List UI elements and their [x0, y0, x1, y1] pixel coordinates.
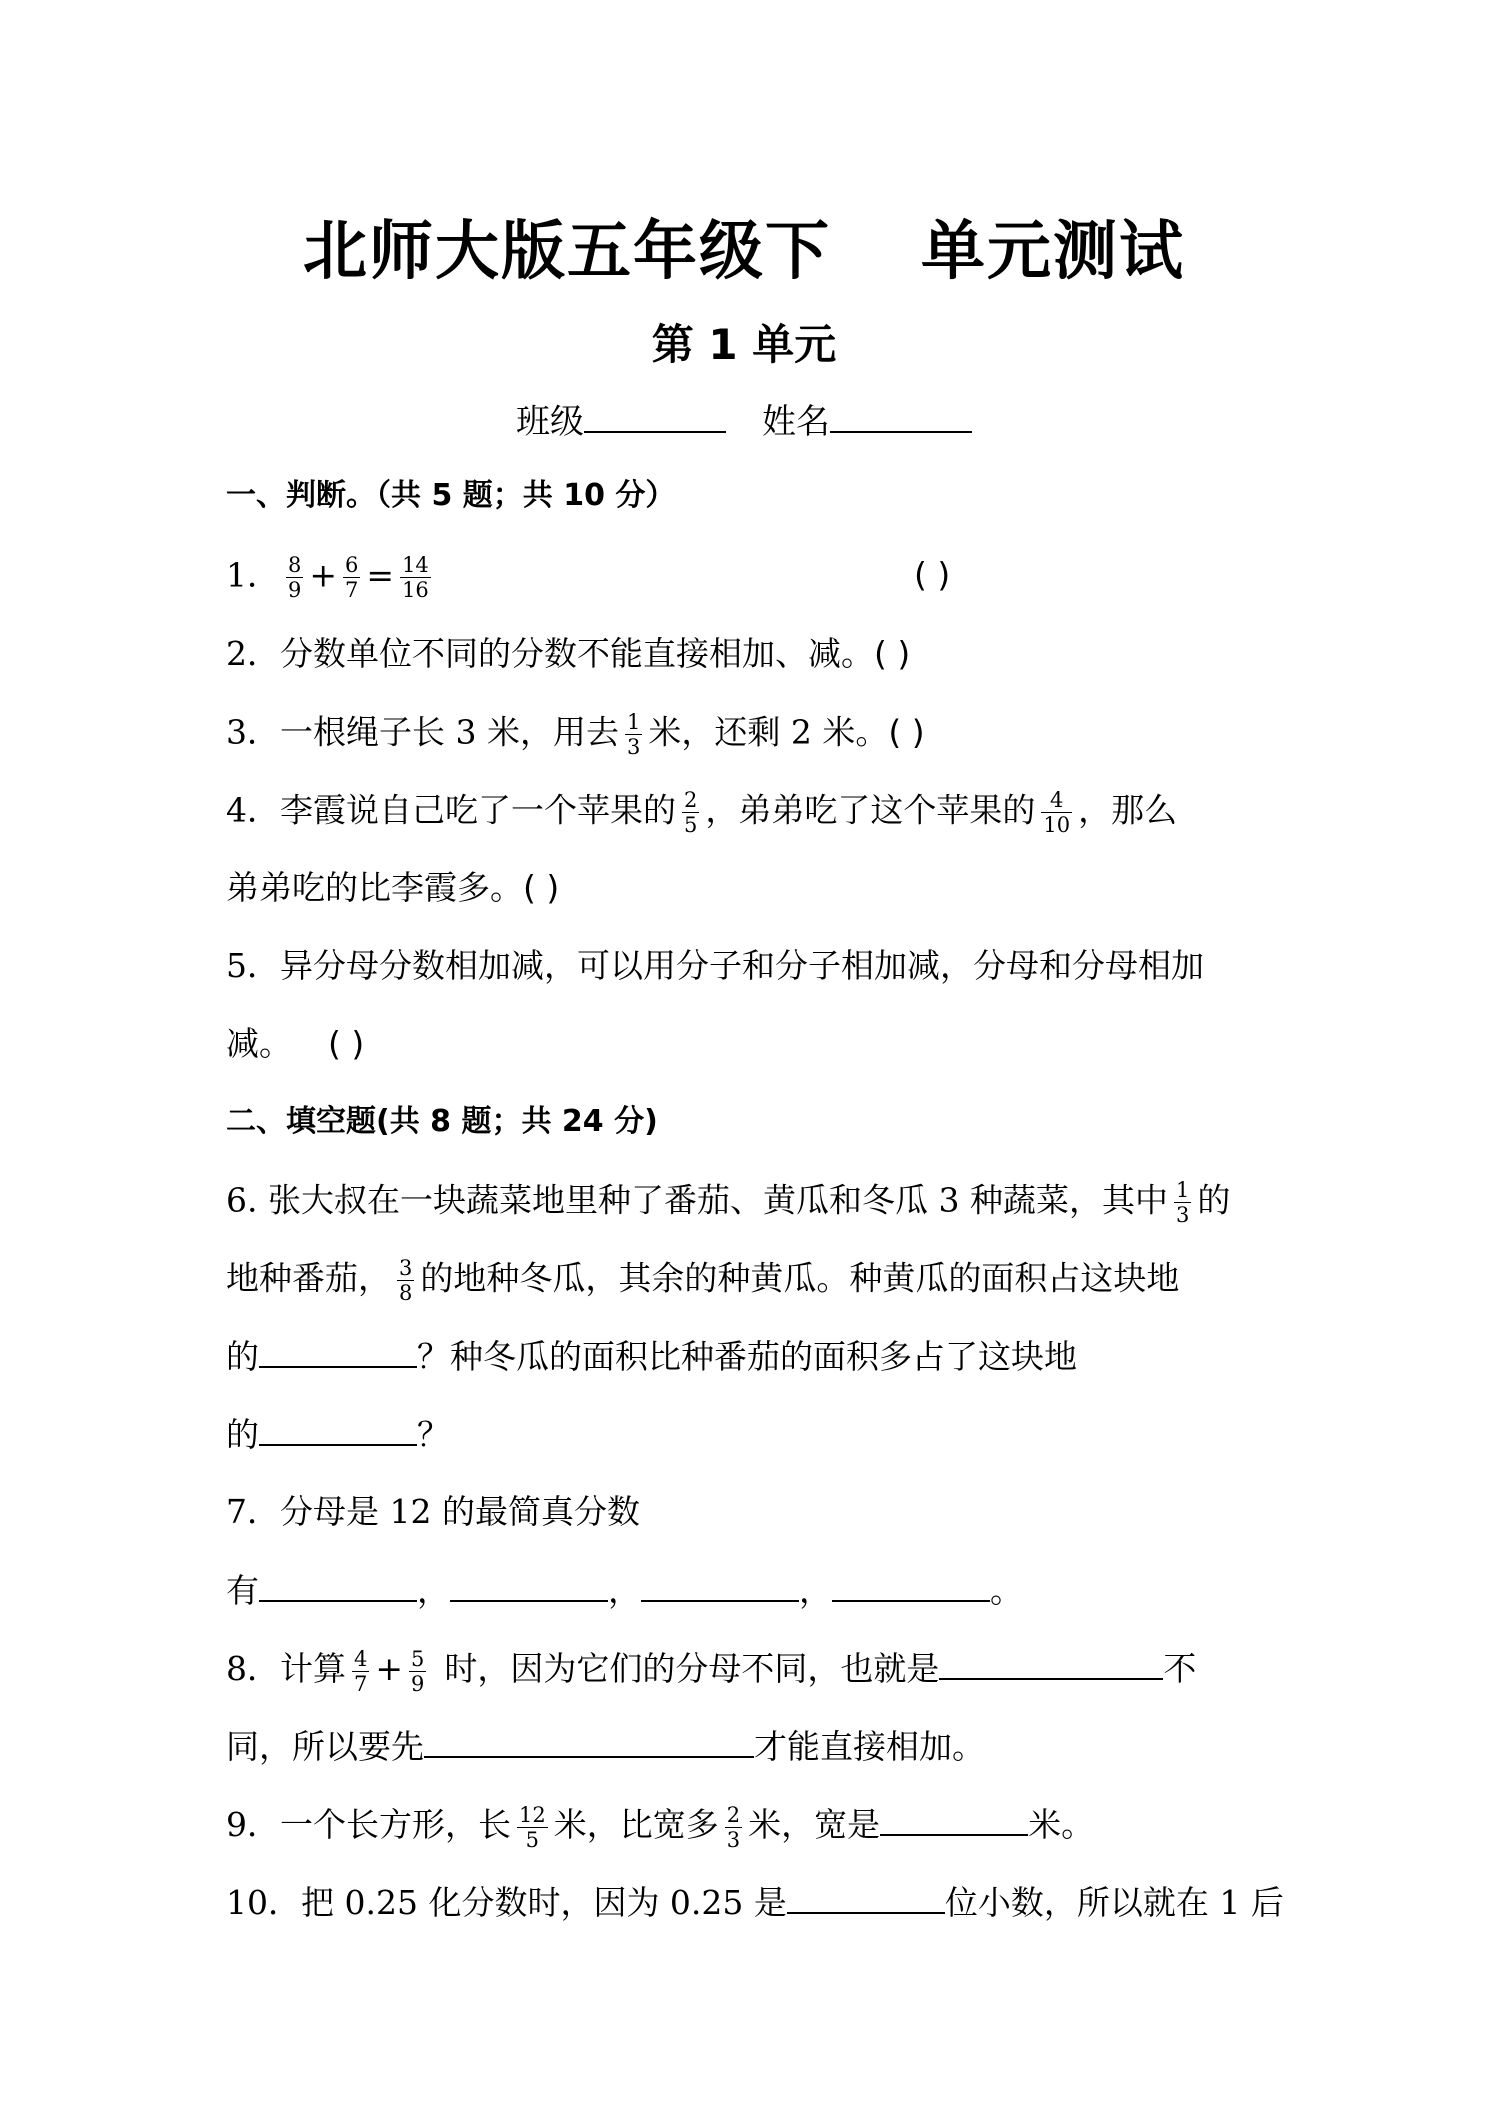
q5-answer-paren[interactable]: ( ) [328, 1024, 365, 1063]
q4-text-a: 4．李霞说自己吃了一个苹果的 [226, 790, 676, 830]
q3-fraction: $\frac{1}{3}$ [626, 710, 641, 759]
q8-blank-1[interactable] [939, 1646, 1163, 1680]
question-4 [226, 788, 1266, 837]
q1-answer-paren[interactable]: ( ) [914, 555, 951, 594]
question-4-line2 [226, 866, 1266, 910]
q7-text-a: 有 [226, 1571, 259, 1610]
q2-text: 2．分数单位不同的分数不能直接相加、减。 [226, 634, 874, 673]
q1-fraction-3: $\frac{14}{16}$ [402, 553, 429, 602]
q9-blank[interactable] [880, 1802, 1028, 1836]
q9-fraction-1: $\frac{12}{5}$ [519, 1802, 546, 1852]
plus-sign: + [309, 555, 338, 595]
question-5: 5．异分母分数相加减，可以用分子和分子相加减，分母和分母相加 [226, 946, 1204, 985]
question-8 [226, 1646, 1266, 1696]
plus-sign: + [375, 1649, 404, 1688]
question-1 [226, 553, 1266, 602]
q4-text-c: ，那么 [1078, 790, 1178, 830]
q1-fraction-1: $\frac{8}{9}$ [288, 553, 302, 602]
comma: ， [799, 1571, 832, 1610]
q5-text-line2: 减。 [226, 1024, 292, 1063]
question-7-line2 [226, 1568, 1266, 1613]
question-7: 7．分母是 12 的最简真分数 [226, 1492, 640, 1531]
q8-text-e: 才能直接相加。 [754, 1727, 985, 1766]
q8-fraction-2: $\frac{5}{9}$ [411, 1646, 425, 1696]
q3-text-a: 3．一根绳子长 3 米，用去 [226, 712, 619, 752]
q6-text-b: 的 [1197, 1180, 1231, 1220]
name-blank[interactable] [830, 399, 972, 433]
name-label: 姓名 [762, 402, 830, 442]
class-blank[interactable] [584, 399, 726, 433]
q8-text-c: 不 [1163, 1649, 1197, 1688]
q3-answer-paren[interactable]: ( ) [888, 712, 925, 752]
q10-text-a: 10．把 0.25 化分数时，因为 0.25 是 [226, 1883, 787, 1922]
q6-text-d: 的地种冬瓜，其余的种黄瓜。种黄瓜的面积占这块地 [420, 1258, 1180, 1298]
q2-answer-paren[interactable]: ( ) [874, 634, 911, 673]
page-title [0, 200, 1488, 292]
q6-blank-1[interactable] [259, 1334, 417, 1368]
q7-blank-3[interactable] [641, 1568, 799, 1602]
q1-fraction-2: $\frac{6}{7}$ [345, 553, 359, 602]
q4-fraction-1: $\frac{2}{5}$ [684, 788, 698, 837]
unit-subtitle: 第 1 单元 [651, 320, 837, 369]
question-6-line3 [226, 1334, 1266, 1379]
q4-text-line2: 弟弟吃的比李霞多。 [226, 868, 523, 907]
q6-fraction-1: $\frac{1}{3}$ [1175, 1178, 1190, 1227]
q4-fraction-2: $\frac{4}{10}$ [1043, 788, 1071, 837]
question-3 [226, 710, 1266, 759]
question-9 [226, 1802, 1266, 1852]
q9-text-d: 米。 [1028, 1805, 1095, 1844]
comma: ， [608, 1571, 641, 1610]
q6-text-e: 的 [226, 1337, 259, 1376]
title-grade: 北师大版五年级下 [303, 215, 831, 289]
student-info-line [0, 394, 1488, 443]
q8-text-d: 同，所以要先 [226, 1727, 424, 1766]
section2-heading: 二、填空题(共 8 题；共 24 分) [226, 1104, 658, 1139]
q9-text-c: 米，宽是 [748, 1805, 881, 1844]
q10-text-b: 位小数，所以就在 1 后 [944, 1883, 1284, 1922]
q7-blank-1[interactable] [259, 1568, 417, 1602]
q8-text-b: 时，因为它们的分母不同，也就是 [444, 1649, 940, 1688]
question-8-line2 [226, 1724, 1266, 1769]
q6-text-c: 地种番茄， [226, 1258, 391, 1298]
question-6 [226, 1178, 1266, 1227]
q8-fraction-1: $\frac{4}{7}$ [354, 1646, 368, 1696]
class-label: 班级 [516, 402, 584, 442]
q6-text-g: 的 [226, 1415, 259, 1454]
q6-fraction-2: $\frac{3}{8}$ [399, 1256, 413, 1305]
q4-text-b: ，弟弟吃了这个苹果的 [705, 790, 1036, 830]
title-test: 单元测试 [921, 215, 1185, 289]
section1-heading: 一、判断。（共 5 题；共 10 分） [226, 478, 676, 513]
q6-blank-2[interactable] [259, 1412, 417, 1446]
q7-blank-4[interactable] [832, 1568, 990, 1602]
comma: ， [417, 1571, 450, 1610]
equals-sign: = [366, 555, 395, 595]
q7-blank-2[interactable] [450, 1568, 608, 1602]
question-10 [226, 1880, 1284, 1925]
question-5-line2 [226, 1022, 1266, 1066]
q6-text-h: ？ [417, 1415, 450, 1454]
q3-text-b: 米，还剩 2 米。 [648, 712, 889, 752]
question-6-line2 [226, 1256, 1266, 1305]
q8-blank-2[interactable] [424, 1724, 754, 1758]
q9-text-a: 9．一个长方形，长 [226, 1805, 511, 1844]
q6-text-f: ？种冬瓜的面积比种番茄的面积多占了这块地 [417, 1337, 1077, 1376]
q4-answer-paren[interactable]: ( ) [523, 868, 560, 907]
question-2 [226, 632, 1266, 676]
q10-blank[interactable] [787, 1880, 945, 1914]
q6-text-a: 6. 张大叔在一块蔬菜地里种了番茄、黄瓜和冬瓜 3 种蔬菜，其中 [226, 1180, 1168, 1220]
question-6-line4 [226, 1412, 1266, 1457]
period: 。 [990, 1571, 1023, 1610]
q8-text-a: 8．计算 [226, 1649, 346, 1688]
q9-fraction-2: $\frac{2}{3}$ [726, 1802, 741, 1852]
q1-number: 1． [226, 555, 280, 595]
q9-text-b: 米，比宽多 [553, 1805, 719, 1844]
